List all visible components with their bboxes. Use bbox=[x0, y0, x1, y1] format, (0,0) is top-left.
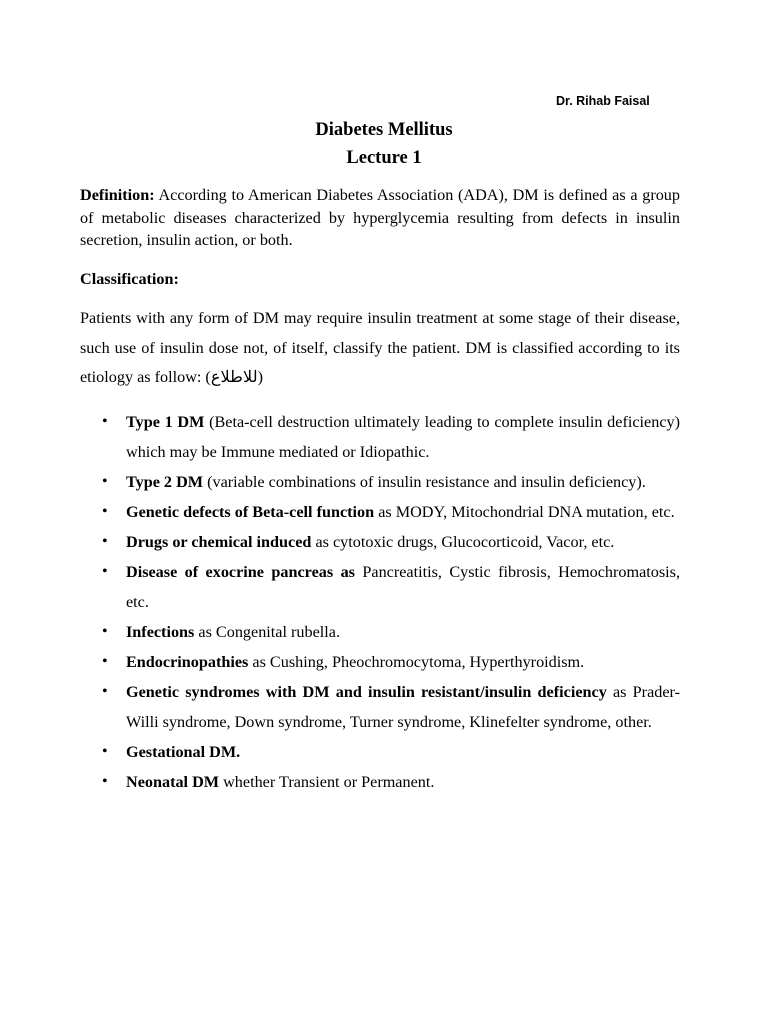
definition-text: According to American Diabetes Association (ADA), DM is defined as a group of metabolic diseases characterized by hyperglycemia resulting from defects in insulin secretion, insulin action, or both. bbox=[80, 186, 680, 249]
list-item bbox=[80, 647, 680, 677]
bullet-icon: • bbox=[102, 623, 108, 640]
list-item-text: as cytotoxic drugs, Glucocorticoid, Vacor, etc. bbox=[311, 533, 615, 551]
classification-intro-end: ) bbox=[257, 368, 264, 386]
list-item-term: Gestational DM. bbox=[126, 743, 241, 761]
list-item bbox=[80, 527, 680, 557]
list-item-term: Type 2 DM bbox=[126, 473, 204, 491]
bullet-icon: • bbox=[102, 743, 108, 760]
list-item bbox=[80, 767, 680, 797]
list-item-text: (variable combinations of insulin resistance and insulin deficiency). bbox=[203, 473, 646, 491]
list-item bbox=[80, 497, 680, 527]
list-item-text: Pancreatitis, Cystic fibrosis, Hemochromatosis, etc. bbox=[126, 563, 680, 611]
author-name: Dr. Rihab Faisal bbox=[556, 94, 650, 108]
list-item-term: Infections bbox=[126, 623, 195, 641]
classification-intro bbox=[80, 304, 680, 393]
classification-list bbox=[80, 407, 680, 797]
bullet-icon: • bbox=[102, 473, 108, 490]
list-item-term: Genetic syndromes with DM and insulin resistant/insulin deficiency bbox=[126, 683, 607, 701]
list-item-term: Disease of exocrine pancreas as bbox=[126, 563, 355, 581]
list-item-term: Drugs or chemical induced bbox=[126, 533, 312, 551]
list-item-text: as Prader-Willi syndrome, Down syndrome, Turner syndrome, Klinefelter syndrome, other. bbox=[126, 683, 680, 731]
bullet-icon: • bbox=[102, 653, 108, 670]
bullet-icon: • bbox=[102, 413, 108, 430]
list-item bbox=[80, 467, 680, 497]
list-item bbox=[80, 737, 680, 767]
list-item-text: as Congenital rubella. bbox=[194, 623, 341, 641]
document-title: Diabetes Mellitus bbox=[315, 120, 453, 140]
definition-label: Definition: bbox=[80, 186, 155, 204]
classification-heading: Classification: bbox=[80, 270, 179, 288]
list-item bbox=[80, 677, 680, 737]
list-item bbox=[80, 617, 680, 647]
list-item-text: (Beta-cell destruction ultimately leading to complete insulin deficiency) which may be Immune mediated or Idiopathic. bbox=[126, 413, 680, 461]
list-item-text: as MODY, Mitochondrial DNA mutation, etc. bbox=[374, 503, 675, 521]
list-item-term: Genetic defects of Beta-cell function bbox=[126, 503, 375, 521]
arabic-note: للاطلاع bbox=[210, 368, 258, 386]
list-item-term: Neonatal DM bbox=[126, 773, 220, 791]
list-item bbox=[80, 407, 680, 467]
bullet-icon: • bbox=[102, 503, 108, 520]
list-item-text: whether Transient or Permanent. bbox=[219, 773, 435, 791]
list-item-term: Endocrinopathies bbox=[126, 653, 249, 671]
list-item-text: as Cushing, Pheochromocytoma, Hyperthyroidism. bbox=[248, 653, 585, 671]
bullet-icon: • bbox=[102, 533, 108, 550]
lecture-subtitle: Lecture 1 bbox=[346, 148, 422, 168]
classification-intro-text: Patients with any form of DM may require insulin treatment at some stage of their disease, such use of insulin dose not, of itself, classify the patient. DM is classified according to its etiology as follow: ( bbox=[80, 309, 680, 386]
bullet-icon: • bbox=[102, 683, 108, 700]
definition-paragraph bbox=[80, 184, 680, 252]
list-item bbox=[80, 557, 680, 617]
bullet-icon: • bbox=[102, 773, 108, 790]
bullet-icon: • bbox=[102, 563, 108, 580]
list-item-term: Type 1 DM bbox=[126, 413, 205, 431]
